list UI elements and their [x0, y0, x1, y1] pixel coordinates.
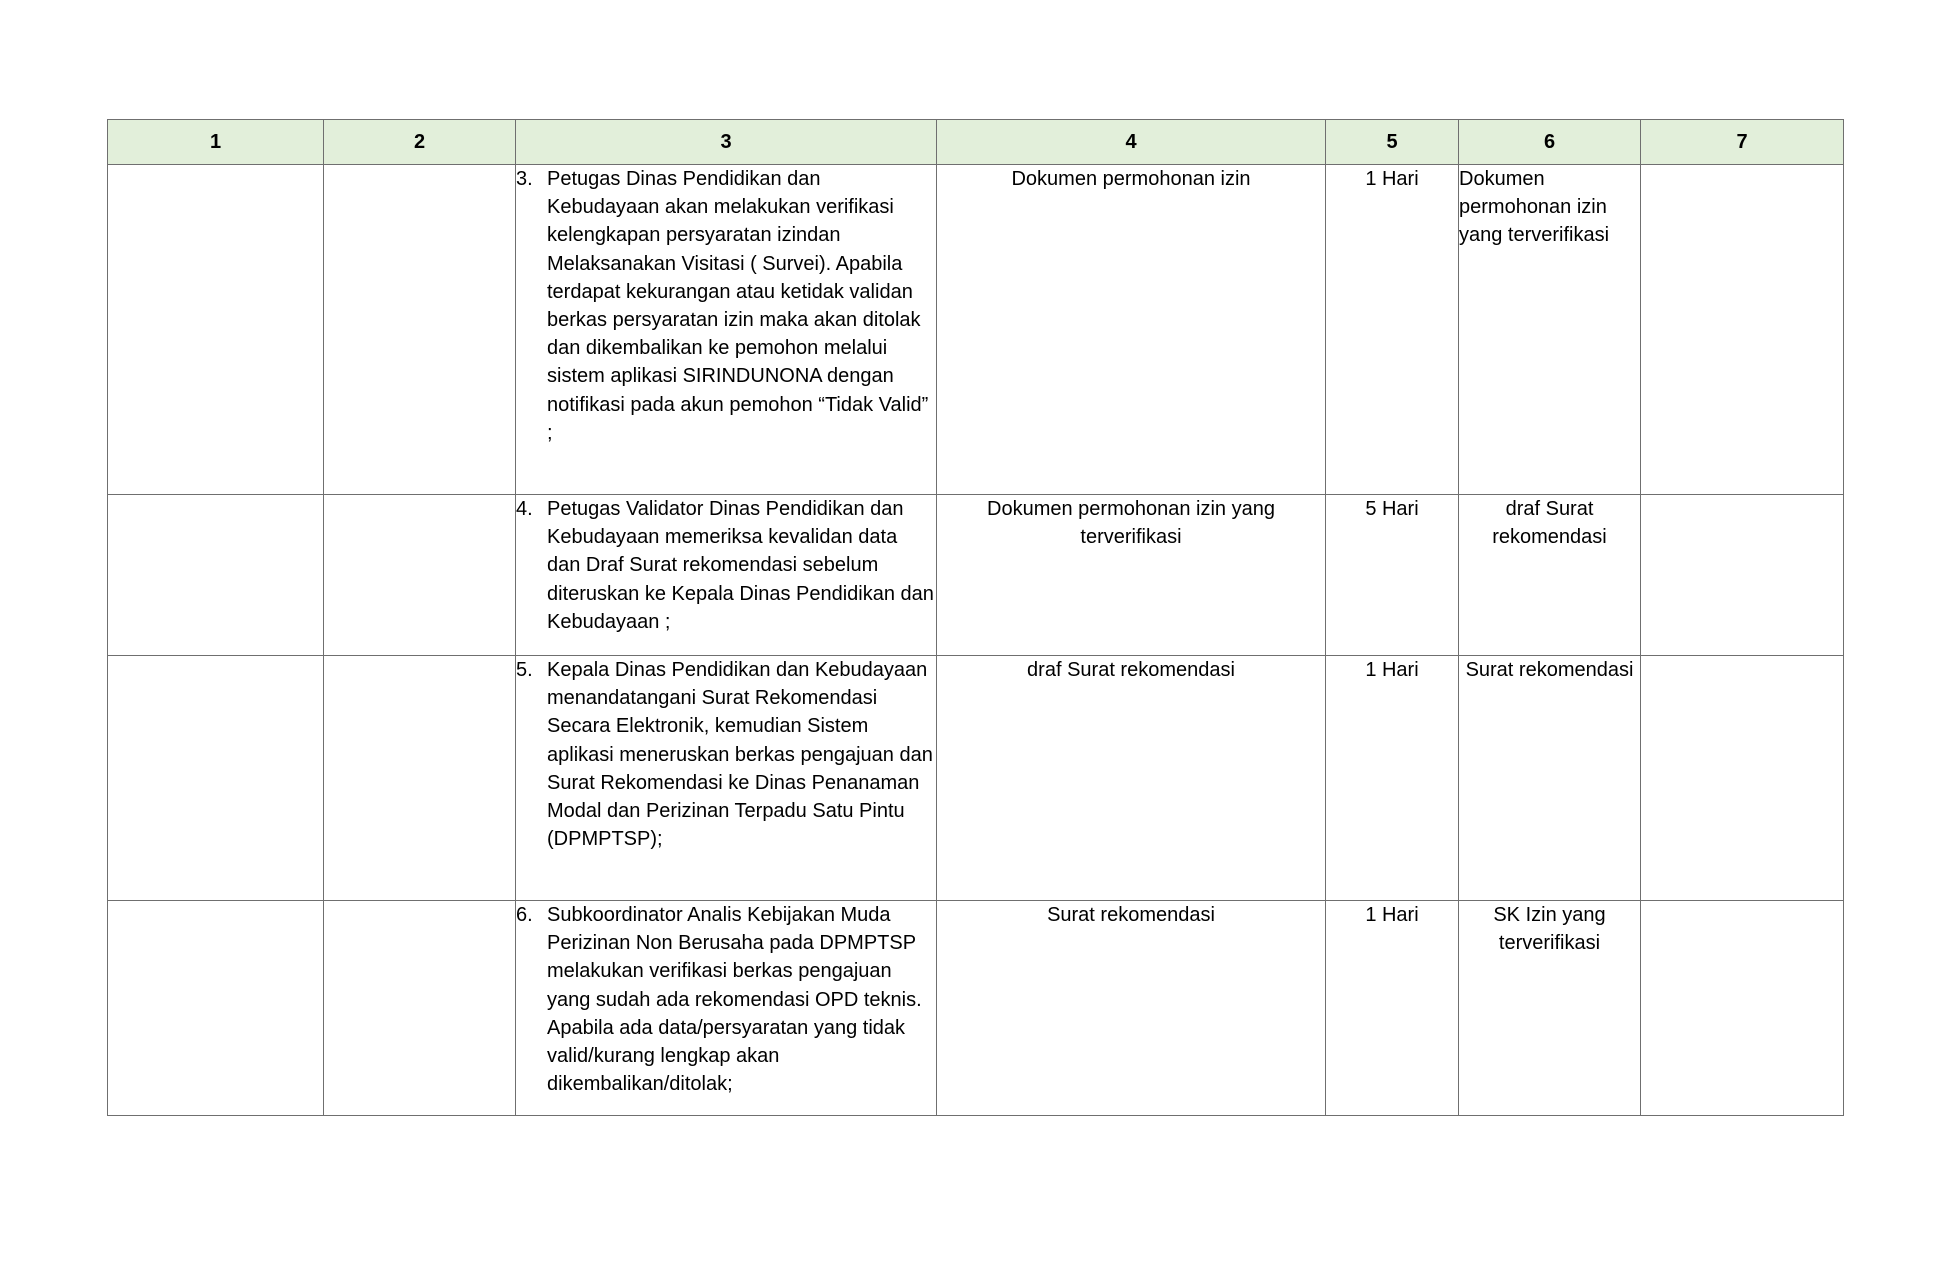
- header-row: [108, 120, 1844, 165]
- step-number: 6.: [516, 904, 533, 926]
- table-row: [108, 901, 1844, 1116]
- column-header-1: 1: [108, 120, 324, 165]
- step-cell: [516, 901, 937, 1116]
- table-cell-col1: [108, 901, 324, 1116]
- duration-cell: 5 Hari: [1326, 495, 1459, 656]
- table-cell-col2: [324, 656, 516, 901]
- table-cell-col7: [1641, 165, 1844, 495]
- step-number: 3.: [516, 168, 533, 190]
- requirement-cell: draf Surat rekomendasi: [937, 656, 1326, 901]
- output-cell: draf Surat rekomendasi: [1459, 495, 1641, 656]
- step-item: [516, 656, 936, 853]
- procedure-table: [107, 119, 1844, 1116]
- table-row: [108, 165, 1844, 495]
- step-number: 4.: [516, 498, 533, 520]
- duration-cell: 1 Hari: [1326, 165, 1459, 495]
- table-cell-col1: [108, 656, 324, 901]
- step-item: [516, 495, 936, 636]
- column-header-7: 7: [1641, 120, 1844, 165]
- step-number: 5.: [516, 659, 533, 681]
- requirement-cell: Dokumen permohonan izin yang terverifikasi: [937, 495, 1326, 656]
- table-cell-col2: [324, 165, 516, 495]
- table-row: [108, 495, 1844, 656]
- table-cell-col1: [108, 165, 324, 495]
- step-description: Subkoordinator Analis Kebijakan Muda Perizinan Non Berusaha pada DPMPTSP melakukan verifikasi berkas pengajuan yang sudah ada rekomendasi OPD teknis. Apabila ada data/persyaratan yang tidak valid/kurang lengkap akan dikembalikan/ditolak;: [547, 904, 922, 1096]
- step-cell: [516, 656, 937, 901]
- table-cell-col2: [324, 495, 516, 656]
- output-cell: Surat rekomendasi: [1459, 656, 1641, 901]
- output-cell: Dokumen permohonan izin yang terverifikasi: [1459, 165, 1641, 495]
- step-cell: [516, 495, 937, 656]
- column-header-3: 3: [516, 120, 937, 165]
- column-header-5: 5: [1326, 120, 1459, 165]
- table-cell-col7: [1641, 901, 1844, 1116]
- step-description: Petugas Validator Dinas Pendidikan dan Kebudayaan memeriksa kevalidan data dan Draf Surat rekomendasi sebelum diteruskan ke Kepala Dinas Pendidikan dan Kebudayaan ;: [547, 498, 934, 633]
- column-header-4: 4: [937, 120, 1326, 165]
- duration-cell: 1 Hari: [1326, 901, 1459, 1116]
- requirement-cell: Dokumen permohonan izin: [937, 165, 1326, 495]
- requirement-cell: Surat rekomendasi: [937, 901, 1326, 1116]
- table-row: [108, 656, 1844, 901]
- output-cell: SK Izin yang terverifikasi: [1459, 901, 1641, 1116]
- step-cell: [516, 165, 937, 495]
- step-description: Kepala Dinas Pendidikan dan Kebudayaan menandatangani Surat Rekomendasi Secara Elektronik, kemudian Sistem aplikasi meneruskan berkas pengajuan dan Surat Rekomendasi ke Dinas Penanaman Modal dan Perizinan Terpadu Satu Pintu (DPMPTSP);: [547, 659, 933, 851]
- table-cell-col7: [1641, 495, 1844, 656]
- table-cell-col2: [324, 901, 516, 1116]
- column-header-6: 6: [1459, 120, 1641, 165]
- step-item: [516, 901, 936, 1098]
- step-description: Petugas Dinas Pendidikan dan Kebudayaan akan melakukan verifikasi kelengkapan persyaratan izindan Melaksanakan Visitasi ( Survei). Apabila terdapat kekurangan atau ketidak validan berkas persyaratan izin maka akan ditolak dan dikembalikan ke pemohon melalui sistem aplikasi SIRINDUNONA dengan notifikasi pada akun pemohon “Tidak Valid” ;: [547, 168, 929, 444]
- column-header-2: 2: [324, 120, 516, 165]
- table-cell-col7: [1641, 656, 1844, 901]
- table-cell-col1: [108, 495, 324, 656]
- duration-cell: 1 Hari: [1326, 656, 1459, 901]
- step-item: [516, 165, 936, 447]
